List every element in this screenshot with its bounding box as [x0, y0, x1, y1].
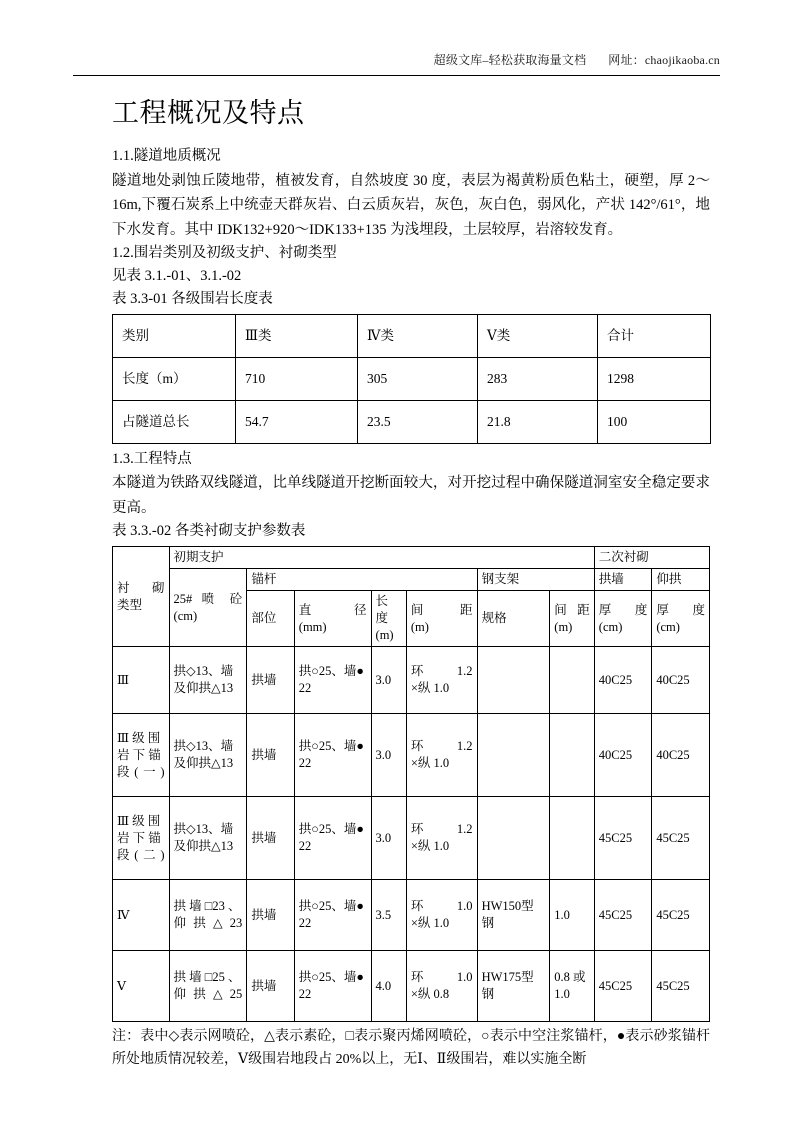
t2-row0-frame-spacing: [550, 647, 595, 714]
page-title: 工程概况及特点: [112, 98, 305, 128]
t2-header-invert: 仰拱: [652, 569, 710, 591]
table-row-header: [113, 569, 710, 591]
t2-row4-frame-spacing: 0.8 或 1.0: [550, 951, 595, 1022]
table-row: [113, 358, 711, 401]
t2-row3-thickness-invert: 45C25: [652, 880, 710, 951]
t1-row0-grade-3: 710: [236, 358, 358, 401]
header-site-name: 超级文库–轻松获取海量文档: [433, 53, 587, 67]
header-url[interactable]: chaojikaoba.cn: [644, 53, 720, 67]
t2-row4-diameter: 拱○25、墙●22: [294, 951, 371, 1022]
t2-row3-diameter: 拱○25、墙●22: [294, 880, 371, 951]
table-row: [113, 647, 710, 714]
t2-row3-length: 3.5: [371, 880, 406, 951]
t2-row2-length: 3.0: [371, 797, 406, 880]
t2-row0-thickness-arch-wall: 40C25: [594, 647, 652, 714]
t2-header-steel-frame: 钢支架: [477, 569, 594, 591]
t2-header-thickness-arch-wall: 厚 度 (cm): [594, 591, 652, 647]
document-body: [112, 92, 710, 1071]
t2-row0-diameter: 拱○25、墙●22: [294, 647, 371, 714]
t1-row0-label: 长度（m）: [113, 358, 236, 401]
t2-row4-type: Ⅴ: [113, 951, 170, 1022]
t1-row1-total: 100: [598, 401, 711, 444]
t2-header-shotcrete: 25# 喷 砼 (cm): [169, 569, 247, 647]
t1-row1-grade-5: 21.8: [478, 401, 598, 444]
t2-row0-spec: [477, 647, 550, 714]
t2-row2-frame-spacing: [550, 797, 595, 880]
t2-header-thickness-invert: 厚 度 (cm): [652, 591, 710, 647]
t2-row2-type: Ⅲ 级 围 岩 下 锚 段(二): [113, 797, 170, 880]
t2-row3-spec: HW150型钢: [477, 880, 550, 951]
t2-header-spec: 规格: [477, 591, 550, 647]
section-1-3-heading: 1.3.工程特点: [112, 451, 192, 467]
t2-row4-spacing: 环 1.0 ×纵 0.8: [406, 951, 477, 1022]
section-1-2-heading: 1.2.围岩类别及初级支护、衬砌类型: [112, 245, 337, 261]
t2-row1-thickness-arch-wall: 40C25: [594, 714, 652, 797]
t1-row0-total: 1298: [598, 358, 711, 401]
section-1-1-body: 隧道地处剥蚀丘陵地带，植被发育，自然坡度 30 度，表层为褐黄粉质色粘土，硬塑，厚 2～16m,下覆石炭系上中统壶天群灰岩、白云质灰岩，灰色，灰白色，弱风化，产状 142°/61°，地下水发育。其中 IDK132+920～IDK133+135 为浅埋段，土层较厚，岩溶较发育。: [112, 172, 710, 238]
t2-header-diameter: 直 径 (mm): [294, 591, 371, 647]
t2-row4-thickness-arch-wall: 45C25: [594, 951, 652, 1022]
t2-row0-length: 3.0: [371, 647, 406, 714]
table-row: [113, 797, 710, 880]
t1-row1-label: 占隧道总长: [113, 401, 236, 444]
t2-row1-spacing: 环 1.2 ×纵 1.0: [406, 714, 477, 797]
t2-row1-position: 拱墙: [247, 714, 294, 797]
t2-row4-length: 4.0: [371, 951, 406, 1022]
t1-row1-grade-4: 23.5: [358, 401, 478, 444]
table-row: [113, 714, 710, 797]
t2-row1-length: 3.0: [371, 714, 406, 797]
table-row: [113, 401, 711, 444]
header-divider: [73, 75, 720, 76]
t1-header-grade-4: Ⅳ类: [358, 315, 478, 358]
t2-row0-type: Ⅲ: [113, 647, 170, 714]
t2-row3-position: 拱墙: [247, 880, 294, 951]
t2-header-length: 长 度 (m): [371, 591, 406, 647]
t2-row2-position: 拱墙: [247, 797, 294, 880]
t2-row2-thickness-invert: 45C25: [652, 797, 710, 880]
t2-header-spacing: 间 距 (m): [406, 591, 477, 647]
t2-row1-frame-spacing: [550, 714, 595, 797]
section-1-1-heading: 1.1.隧道地质概况: [112, 148, 221, 164]
running-header: [73, 52, 720, 68]
t2-row2-spacing: 环 1.2 ×纵 1.0: [406, 797, 477, 880]
header-url-label: 网址：: [608, 53, 645, 67]
t2-header-arch-wall: 拱墙: [594, 569, 652, 591]
t2-row0-position: 拱墙: [247, 647, 294, 714]
t2-row2-spec: [477, 797, 550, 880]
t2-header-lining-type: 衬 砌 类型: [113, 547, 170, 647]
t2-row1-shotcrete: 拱◇13、墙及仰拱△13: [169, 714, 247, 797]
t2-row0-shotcrete: 拱◇13、墙及仰拱△13: [169, 647, 247, 714]
t2-row3-frame-spacing: 1.0: [550, 880, 595, 951]
lining-support-parameters-table: [112, 546, 710, 1022]
table-row: [113, 951, 710, 1022]
t2-row2-thickness-arch-wall: 45C25: [594, 797, 652, 880]
section-1-3-body: 本隧道为铁路双线隧道，比单线隧道开挖断面较大，对开挖过程中确保隧道洞室安全稳定要求更高。: [112, 475, 710, 516]
t2-row3-type: Ⅳ: [113, 880, 170, 951]
t2-row0-thickness-invert: 40C25: [652, 647, 710, 714]
t1-row1-grade-3: 54.7: [236, 401, 358, 444]
table-2-note: 注：表中◇表示网喷砼，△表示素砼，□表示聚丙烯网喷砼，○表示中空注浆锚杆，●表示砂浆锚杆所处地质情况较差，Ⅴ级围岩地段占 20%以上，无Ⅰ、Ⅱ级围岩，难以实施全断: [112, 1029, 710, 1067]
t2-header-position: 部位: [247, 591, 294, 647]
t1-header-category: 类别: [113, 315, 236, 358]
t2-row3-spacing: 环 1.0 ×纵 1.0: [406, 880, 477, 951]
t2-header-frame-spacing: 间 距 (m): [550, 591, 595, 647]
t2-row2-shotcrete: 拱◇13、墙及仰拱△13: [169, 797, 247, 880]
t2-row2-diameter: 拱○25、墙●22: [294, 797, 371, 880]
t2-row4-thickness-invert: 45C25: [652, 951, 710, 1022]
t2-row0-spacing: 环 1.2 ×纵 1.0: [406, 647, 477, 714]
t2-row1-type: Ⅲ 级 围 岩 下 锚 段(一): [113, 714, 170, 797]
t1-header-total: 合计: [598, 315, 711, 358]
t2-row4-shotcrete: 拱 墙 □25 、仰拱△25: [169, 951, 247, 1022]
t2-row3-shotcrete: 拱 墙 □23 、仰拱△23: [169, 880, 247, 951]
table-row-header: [113, 315, 711, 358]
t1-row0-grade-5: 283: [478, 358, 598, 401]
rock-grade-length-table: [112, 314, 711, 444]
t2-header-bolt: 锚杆: [247, 569, 477, 591]
t2-header-secondary-lining: 二次衬砌: [594, 547, 709, 569]
t2-row3-thickness-arch-wall: 45C25: [594, 880, 652, 951]
t1-header-grade-3: Ⅲ类: [236, 315, 358, 358]
t1-header-grade-5: Ⅴ类: [478, 315, 598, 358]
table-2-caption: 表 3.3.-02 各类衬砌支护参数表: [112, 523, 306, 539]
table-row: [113, 880, 710, 951]
t2-row4-spec: HW175型钢: [477, 951, 550, 1022]
table-1-caption: 表 3.3-01 各级围岩长度表: [112, 291, 273, 307]
t1-row0-grade-4: 305: [358, 358, 478, 401]
t2-header-initial-support: 初期支护: [169, 547, 594, 569]
table-row-header: [113, 547, 710, 569]
section-1-2-body: 见表 3.1.-01、3.1.-02: [112, 268, 242, 284]
t2-row1-thickness-invert: 40C25: [652, 714, 710, 797]
t2-row4-position: 拱墙: [247, 951, 294, 1022]
t2-row1-spec: [477, 714, 550, 797]
t2-row1-diameter: 拱○25、墙●22: [294, 714, 371, 797]
